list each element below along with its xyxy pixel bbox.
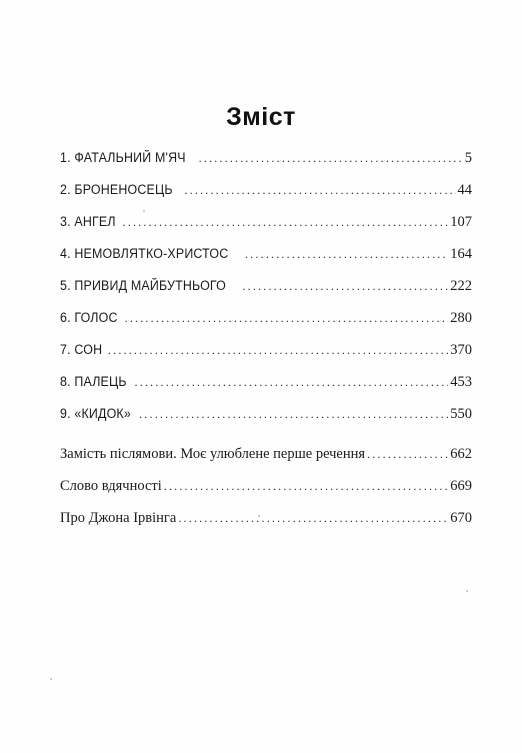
toc-entry-8 <box>60 374 472 396</box>
toc-entry-about-author <box>60 510 472 532</box>
dot-leader <box>123 215 449 230</box>
dot-leader <box>164 479 448 494</box>
toc-entry-page: 164 <box>450 246 472 262</box>
dot-leader <box>367 447 448 462</box>
toc-entry-label: 1. ФАТАЛЬНИЙ М'ЯЧ <box>60 150 186 165</box>
toc-entry-page: 5 <box>464 150 472 166</box>
dot-leader <box>178 511 448 526</box>
toc-entry-5 <box>60 278 472 300</box>
toc-entry-label: 7. СОН <box>60 342 103 357</box>
paper-speck <box>258 515 260 517</box>
dot-leader <box>135 375 449 390</box>
toc-entry-page: 222 <box>450 278 472 294</box>
toc-entry-3 <box>60 214 472 236</box>
toc-entry-page: 669 <box>450 478 472 494</box>
toc-entry-label: 2. БРОНЕНОСЕЦЬ <box>60 182 173 197</box>
dot-leader <box>184 183 455 198</box>
paper-speck <box>50 678 52 680</box>
toc-entry-1 <box>60 150 472 172</box>
toc-entry-label: Про Джона Ірвінга <box>60 510 177 526</box>
paper-speck <box>466 590 468 592</box>
toc-entry-6 <box>60 310 472 332</box>
toc-title: Зміст <box>226 103 296 131</box>
toc-entry-afterword <box>60 446 472 468</box>
dot-leader <box>199 151 463 166</box>
dot-leader <box>139 407 448 422</box>
toc-entry-label: 4. НЕМОВЛЯТКО-ХРИСТОС <box>60 246 229 261</box>
dot-leader <box>242 279 448 294</box>
toc-entry-label: Слово вдячності <box>60 478 162 494</box>
toc-entry-page: 662 <box>450 446 472 462</box>
dot-leader <box>245 247 448 262</box>
toc-entry-label: 6. ГОЛОС <box>60 310 118 325</box>
toc-entry-page: 453 <box>450 374 472 390</box>
toc-entry-label: 9. «КИДОК» <box>60 406 131 421</box>
toc-entry-acknowledgements <box>60 478 472 500</box>
toc-entry-label: 3. АНГЕЛ <box>60 214 116 229</box>
toc-entry-7 <box>60 342 472 364</box>
toc-entry-page: 550 <box>450 406 472 422</box>
dot-leader <box>108 343 448 358</box>
toc-entry-page: 370 <box>450 342 472 358</box>
toc-entry-label: Замість післямови. Моє улюблене перше речення <box>60 446 366 462</box>
toc-entry-page: 44 <box>457 182 472 198</box>
toc-entry-4 <box>60 246 472 268</box>
toc-entry-2 <box>60 182 472 204</box>
toc-entry-label: 5. ПРИВИД МАЙБУТНЬОГО <box>60 278 226 293</box>
toc-entry-label: 8. ПАЛЕЦЬ <box>60 374 127 389</box>
dot-leader <box>125 311 449 326</box>
toc-entry-page: 107 <box>450 214 472 230</box>
toc-entry-page: 670 <box>450 510 472 526</box>
toc-entry-9 <box>60 406 472 428</box>
paper-speck <box>143 210 145 212</box>
toc-entry-page: 280 <box>450 310 472 326</box>
